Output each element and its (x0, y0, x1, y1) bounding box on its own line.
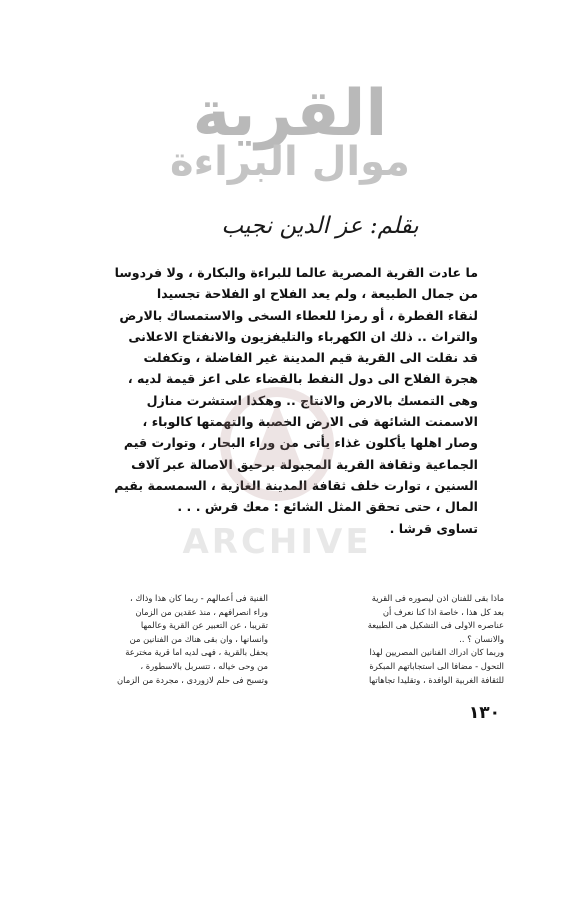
lead-line: وصار اهلها يأكلون غذاء يأتى من وراء البحار ، وتوارت قيم (123, 435, 478, 451)
archive-watermark (172, 372, 382, 562)
title-block (0, 77, 580, 185)
article-title: القرية (192, 77, 388, 151)
column-line: ماذا بقى للفنان اذن ليصوره فى القرية (371, 593, 504, 603)
body-columns (68, 592, 504, 702)
lead-line: هجرة الفلاح الى دول النفط بالقضاء على اعز قيمة لديه ، (127, 371, 478, 387)
watermark-text: ARCHIVE (182, 522, 372, 562)
watermark-emblem-icon (172, 372, 382, 522)
lead-line: والتراث .. ذلك ان الكهرباء والتليفزيون والانفتاح الاعلانى (128, 328, 478, 344)
column-right (304, 592, 504, 687)
article-subtitle: موال البراءة (170, 139, 410, 185)
column-line: تقريبا ، عن التعبير عن القرية وعالمها (140, 620, 268, 631)
lead-line: من جمال الطبيعة ، ولم يعد الفلاح او الفلاحة تجسيدا (156, 286, 478, 302)
lead-line: لنقاء الفطرة ، أو رمزا للعطاء السخى والاستمساك بالارض (119, 307, 478, 323)
column-line: بعد كل هذا ، خاصة اذا كنا نعرف أن (382, 606, 504, 617)
column-line: وربما كان ادراك الفنانين المصريين لهذا (369, 647, 504, 658)
column-line: عناصره الاولى فى التشكيل هى الطبيعة (367, 620, 504, 631)
column-line: وتسبح فى حلم لازوردى ، مجردة من الزمان (117, 674, 268, 685)
column-line: والانسان ؟ .. (459, 633, 504, 644)
column-line: للثقافة الغربية الوافدة ، وتقليدا تجاهاتها (369, 674, 504, 685)
column-line: يحفل بالقرية ، فهى لديه اما قرية مخترعة (125, 647, 268, 658)
lead-line: وهى التمسك بالارض والانتاج .. وهكذا استشرت منازل (146, 392, 478, 408)
column-line: الفنية فى أعمالهم - ربما كان هذا وذاك ، (130, 593, 268, 603)
column-line: وانسانها ، وان بقى هناك من الفنانين من (129, 633, 268, 644)
author-byline: بقلم: عز الدين نجيب (221, 213, 419, 239)
lead-line: ما عادت القرية المصرية عالما للبراءة والبكارة ، ولا فردوسا (114, 265, 478, 280)
lead-line: السنين ، توارت خلف ثقافة المدينة الغازية ، السمسمة بقيم (114, 477, 478, 493)
column-line: من وحى خياله ، تتسربل بالاسطورة ، (140, 660, 268, 671)
lead-line: الاسمنت الشائهة فى الارض الخصبة والتهمتها كالوباء ، (142, 414, 478, 430)
lead-line: المال ، حتى تحقق المثل الشائع : معك قرش . . . (177, 499, 478, 515)
lead-line: الجماعية وثقافة القرية المجبولة برحيق الاصالة عبر آلاف (131, 456, 478, 472)
column-line: وراء انصرافهم ، منذ عقدين من الزمان (135, 606, 268, 617)
page-number: ١٣٠ (468, 703, 500, 723)
column-left (68, 592, 268, 687)
column-line: التحول - مضافا الى استجاباتهم المبكرة (369, 660, 504, 671)
lead-line: قد نقلت الى القرية قيم المدينة غير الفاضلة ، وتكفلت (143, 350, 478, 366)
lead-line: تساوى قرشا . (389, 520, 478, 536)
